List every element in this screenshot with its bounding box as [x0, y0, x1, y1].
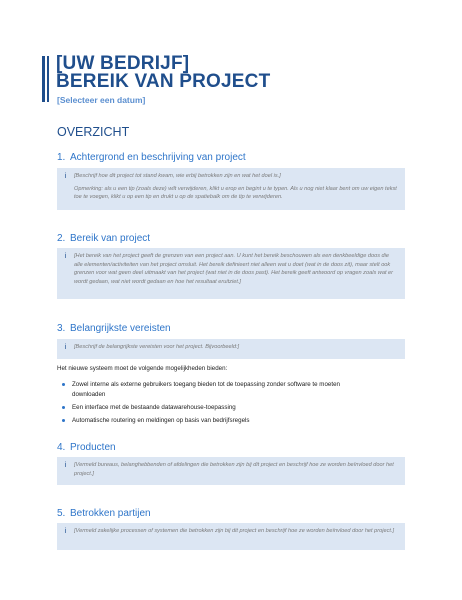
- info-icon: i: [64, 462, 67, 469]
- title-accent-bars: [42, 56, 52, 102]
- tip-text: [Vermeld bureaus, belanghebbenden of afdelingen die betrokken zijn bij dit project en beschrijf hoe ze worden beïnvloed door het project.]: [74, 462, 394, 477]
- tip-box-scope[interactable]: [57, 248, 405, 299]
- tip-text: [Beschrijf hoe dit project tot stand kwam, wie erbij betrokken zijn en wat het doel is.]: [74, 173, 281, 179]
- date-picker[interactable]: [Selecteer een datum]: [57, 95, 146, 105]
- requirements-list: [57, 380, 347, 429]
- info-icon: i: [64, 344, 67, 351]
- list-item: Automatische routering en meldingen op basis van bedrijfsregels: [57, 416, 347, 426]
- bullet-icon: [62, 383, 65, 386]
- list-item: Zowel interne als externe gebruikers toegang bieden tot de toepassing zonder software te moeten downloaden: [57, 380, 347, 400]
- tip-box-products[interactable]: [57, 457, 405, 485]
- info-icon: i: [64, 253, 67, 260]
- section-heading-requirements: 3. Belangrijkste vereisten: [57, 323, 171, 334]
- overview-heading: OVERZICHT: [57, 125, 130, 139]
- section-heading-products: 4. Producten: [57, 442, 116, 453]
- tip-box-background[interactable]: [57, 168, 405, 210]
- section-heading-background: 1. Achtergrond en beschrijving van project: [57, 152, 246, 163]
- company-name: [UW BEDRIJF]: [56, 53, 190, 74]
- list-item: Een interface met de bestaande datawarehouse-toepassing: [57, 403, 347, 413]
- info-icon: i: [64, 528, 67, 535]
- requirements-intro: Het nieuwe systeem moet de volgende mogelijkheden bieden:: [57, 365, 228, 372]
- bullet-icon: [62, 406, 65, 409]
- tip-box-requirements[interactable]: [57, 339, 405, 359]
- info-icon: i: [64, 173, 67, 180]
- tip-text: [Het bereik van het project geeft de grenzen van een project aan. U kunt het bereik beschouwen als een denkbeeldige doos die alle elementen/activiteiten van het project omsluit. Het bereik definieert niet alleen wat u doet (wat in de doos zit), maar stelt ook grenzen voor wat geen deel uitmaakt van het project (wat niet in de doos past). Het bereik geeft antwoord op vragen zoals wat er wordt gedaan, wat niet wordt gedaan en hoe het resultaat eruitziet.]: [74, 253, 394, 285]
- tip-text: [Beschrijf de belangrijkste vereisten voor het project. Bijvoorbeeld:]: [74, 344, 240, 350]
- bullet-icon: [62, 419, 65, 422]
- tip-box-stakeholders[interactable]: [57, 523, 405, 550]
- section-heading-stakeholders: 5. Betrokken partijen: [57, 508, 151, 519]
- section-heading-scope: 2. Bereik van project: [57, 233, 151, 244]
- document-title: BEREIK VAN PROJECT: [56, 71, 271, 92]
- tip-text: [Vermeld zakelijke processen of systemen die betrokken zijn bij dit project en beschrijf hoe ze worden beïnvloed door het project.]: [74, 528, 395, 534]
- tip-note: Opmerking: als u een tip (zoals deze) wilt verwijderen, klikt u erop en begint u te typen. Als u nog niet klaar bent om uw eigen tekst toe te voegen, klikt u op een tip en drukt u op de spatiebalk om de tip te verwijderen.: [74, 185, 397, 201]
